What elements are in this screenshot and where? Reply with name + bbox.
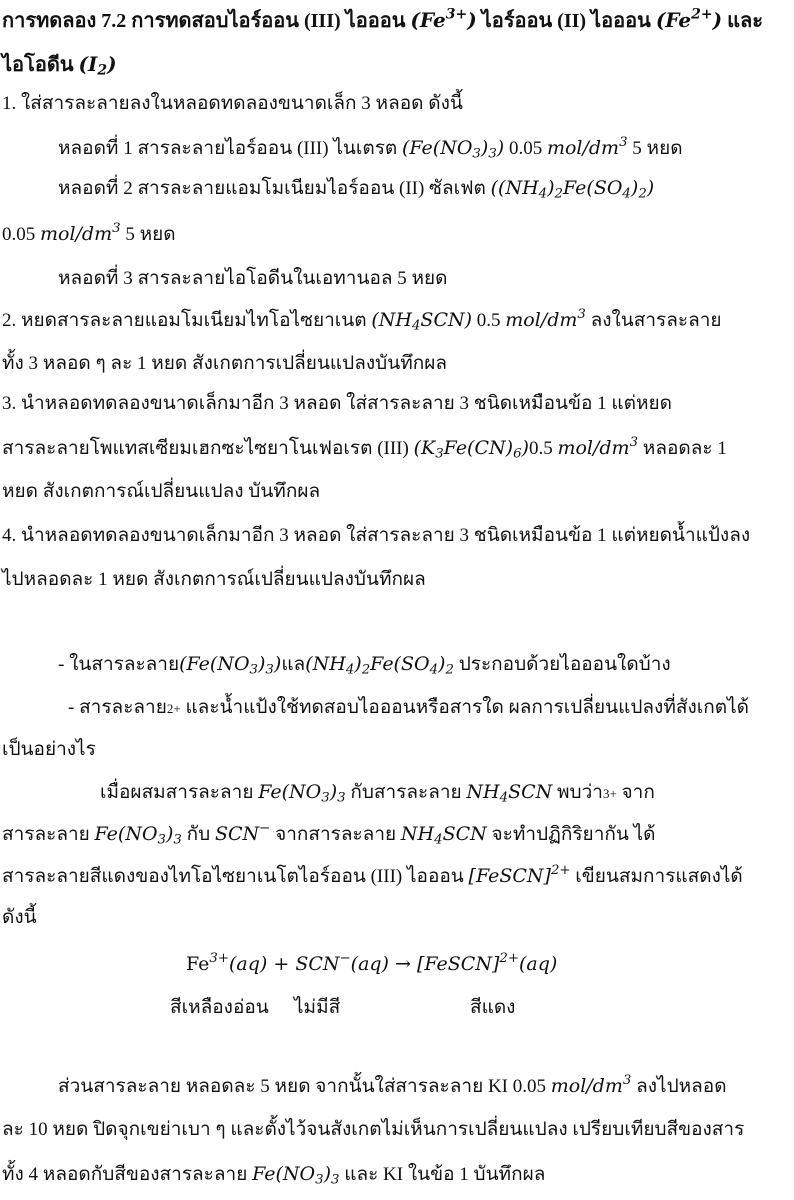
answer-line-4: ดังนี้	[2, 907, 37, 928]
experiment-title-line-2: ไอโอดีน $(I_2)$	[2, 52, 117, 79]
fe3-formula: $(Fe^{3+})$	[410, 6, 477, 32]
tube-1-line: หลอดที่ 1 สารละลายไอร์ออน (III) ไนเตรต $(Fe(NO_3)_3)$ 0.05 mol/$dm^3$ 5 หยด	[58, 135, 683, 162]
question-2-line-2: เป็นอย่างไร	[2, 739, 96, 760]
fe2-formula: $(Fe^{2+})$	[655, 6, 723, 32]
i2-formula: $(I_2)$	[78, 52, 117, 79]
final-line-2: ละ 10 หยด ปิดจุกเขย่าเบา ๆ และตั้งไว้จนสังเกตไม่เห็นการเปลี่ยนแปลง เปรียบเทียบสีของสาร	[2, 1119, 745, 1140]
question-1: - ในสารละลาย$(Fe(NO_3)_3)$แล$(NH_4)_2Fe(SO_4)_2$ ประกอบด้วยไอออนใดบ้าง	[58, 653, 671, 678]
color-label-yellow: สีเหลืองอ่อน	[170, 997, 269, 1018]
chemical-equation: $Fe^{3+}(aq) + SCN^-(aq)$ → [FeSCN]$^{2+}$(aq)	[186, 951, 558, 975]
final-line-3: ทั้ง 4 หลอดกับสีของสารละลาย $Fe(NO_3)_3$ และ KI ในข้อ 1 บันทึกผล	[2, 1163, 546, 1188]
final-line-1: ส่วนสารละลาย หลอดละ 5 หยด จากนั้นใส่สารละลาย KI 0.05 mol/$dm^3$ ลงไปหลอด	[58, 1073, 727, 1097]
tube-3-line: หลอดที่ 3 สารละลายไอโอดีนในเอทานอล 5 หยด	[58, 268, 448, 289]
step-3-line-3: หยด สังเกตการณ์เปลี่ยนแปลง บันทึกผล	[2, 481, 321, 502]
color-label-colorless: ไม่มีสี	[294, 997, 341, 1018]
step-2-line-1: 2. หยดสารละลายแอมโมเนียมไทโอไซยาเนต $(NH_4SCN)$ 0.5 mol/$dm^3$ ลงในสารละลาย	[2, 307, 722, 334]
answer-line-3: สารละลายสีแดงของไทโอไซยาเนโตไอร์ออน (III) ไอออน [FeSCN]$^{2+}$ เขียนสมการแสดงได้	[2, 863, 743, 887]
color-label-red: สีแดง	[470, 997, 516, 1018]
step-1: 1. ใส่สารละลายลงในหลอดทดลองขนาดเล็ก 3 หลอด ดังนี้	[2, 93, 463, 114]
tube-2-line-cont: 0.05 mol/$dm^3$ 5 หยด	[2, 221, 176, 245]
question-2-line-1: - สารละลาย2+ และน้ำแป้งใช้ทดสอบไอออนหรือสารใด ผลการเปลี่ยนแปลงที่สังเกตได้	[68, 697, 749, 718]
answer-line-1: เมื่อผสมสารละลาย $Fe(NO_3)_3$ กับสารละลาย $NH_4SCN$ พบว่า3+ จาก	[100, 781, 655, 806]
step-4-line-2: ไปหลอดละ 1 หยด สังเกตการณ์เปลี่ยนแปลงบันทึกผล	[2, 569, 426, 590]
answer-line-2: สารละลาย $Fe(NO_3)_3$ กับ SCN− จากสารละลาย $NH_4SCN$ จะทำปฏิกิริยากัน ได้	[2, 821, 656, 848]
step-2-line-2: ทั้ง 3 หลอด ๆ ละ 1 หยด สังเกตการเปลี่ยนแปลงบันทึกผล	[2, 353, 448, 374]
step-3-line-1: 3. นำหลอดทดลองขนาดเล็กมาอีก 3 หลอด ใส่สารละลาย 3 ชนิดเหมือนข้อ 1 แต่หยด	[2, 393, 672, 414]
experiment-title-line-1: การทดลอง 7.2 การทดสอบไอร์ออน (III) ไอออน $(Fe^{3+})$ ไอร์ออน (II) ไอออน $(Fe^{2+})$ และ	[2, 6, 763, 32]
step-4-line-1: 4. นำหลอดทดลองขนาดเล็กมาอีก 3 หลอด ใส่สารละลาย 3 ชนิดเหมือนข้อ 1 แต่หยดน้ำแป้งลง	[2, 525, 751, 546]
tube-2-line: หลอดที่ 2 สารละลายแอมโมเนียมไอร์ออน (II) ซัลเฟต $((NH_4)_2Fe(SO_4)_2)$	[58, 177, 655, 202]
step-3-line-2: สารละลายโพแทสเซียมเฮกซะไซยาโนเฟอเรต (III) $(K_3Fe(CN)_6)0.5$ mol/$dm^3$ หลอดละ 1	[2, 435, 727, 462]
